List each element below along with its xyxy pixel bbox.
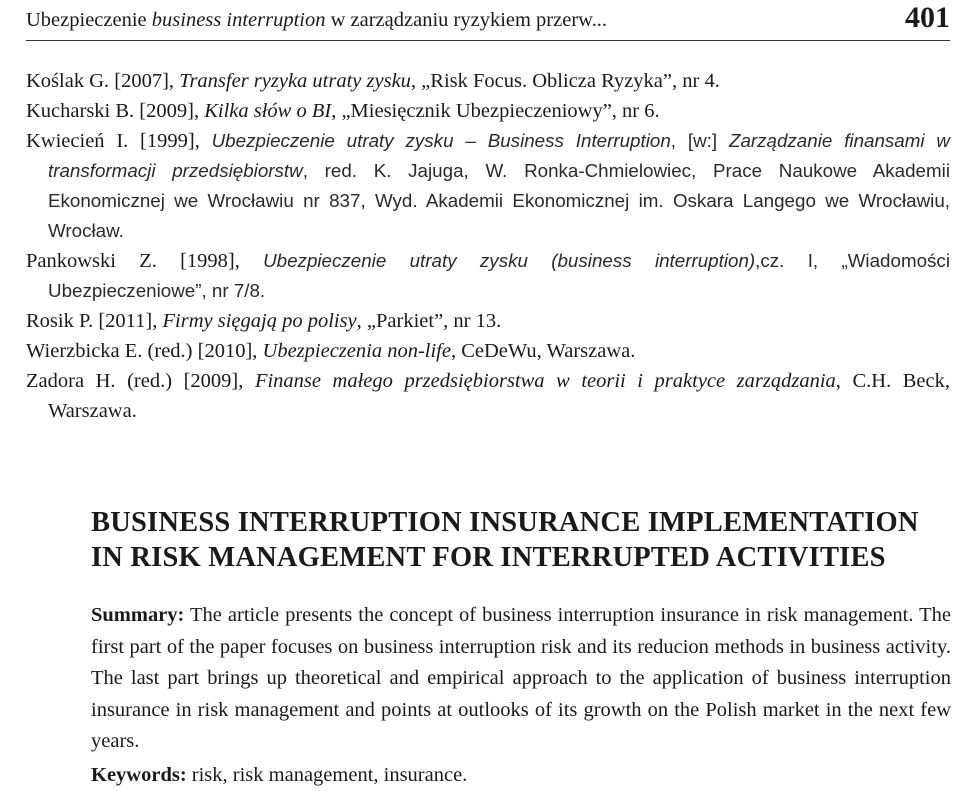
reference-details: , red. K. Jajuga, W. Ronka-Chmielowiec, Prace Naukowe Akademii Ekonomicznej we Wrocławiu nr 837, Wyd. Akademii Ekonomicznej im. Oskara Langego we Wrocławiu, Wrocław. — [48, 160, 950, 241]
keywords-label: Keywords: — [91, 764, 187, 786]
reference-details: , „Risk Focus. Oblicza Ryzyka”, nr 4. — [410, 70, 720, 92]
reference-title: Ubezpieczenie utraty zysku – Business Interruption — [211, 130, 671, 151]
reference-author: Kwiecień I. [1999], — [26, 130, 212, 152]
reference-author: Kucharski B. [2009], — [26, 100, 205, 122]
references-list — [26, 66, 950, 426]
reference-author: Rosik P. [2011], — [26, 310, 163, 332]
summary-label: Summary: — [91, 604, 185, 626]
running-title-italic: business interruption — [151, 8, 326, 31]
running-title-end: w zarządzaniu ryzykiem przerw... — [325, 8, 608, 31]
english-title-line-1: BUSINESS INTERRUPTION INSURANCE IMPLEMENTATION — [91, 507, 919, 538]
reference-details: , CeDeWu, Warszawa. — [450, 340, 636, 362]
reference-title: Finanse małego przedsiębiorstwa w teorii i praktyce zarządzania — [254, 370, 836, 392]
english-title-line-2: IN RISK MANAGEMENT FOR INTERRUPTED ACTIVITIES — [91, 542, 886, 573]
reference-item — [26, 306, 950, 336]
reference-title: Ubezpieczenie utraty zysku (business interruption) — [263, 250, 756, 271]
keywords-line — [91, 760, 951, 790]
reference-item — [26, 126, 950, 246]
reference-title: Firmy sięgają po polisy — [162, 310, 357, 332]
reference-title: Ubezpieczenia non-life — [262, 340, 451, 362]
reference-item — [26, 336, 950, 366]
reference-author: Zadora H. (red.) [2009], — [26, 370, 255, 392]
summary-paragraph — [91, 600, 951, 758]
reference-details: , C.H. Beck, Warszawa. — [48, 370, 950, 422]
reference-in-marker: , [w:] — [670, 130, 729, 151]
reference-item — [26, 366, 950, 426]
page-number: 401 — [905, 1, 950, 34]
reference-details: , „Parkiet”, nr 13. — [356, 310, 502, 332]
running-header — [26, 0, 950, 41]
summary-text: The article presents the concept of business interruption insurance in risk management. The first part of the paper focuses on business interruption risk and its reducion methods in business activity. The last part brings up theoretical and empirical approach to the application of business interruption insurance in risk management and points at outlooks of its growth on the Polish market in the next few years. — [91, 604, 951, 752]
running-title-start: Ubezpieczenie — [26, 8, 152, 31]
reference-author: Pankowski Z. [1998], — [26, 250, 264, 272]
running-title — [26, 10, 607, 41]
reference-author: Koślak G. [2007], — [26, 70, 180, 92]
keywords-text: risk, risk management, insurance. — [186, 764, 468, 786]
reference-item — [26, 66, 950, 96]
reference-title: Kilka słów o BI — [204, 100, 332, 122]
reference-book-title: Zarządzanie finansami w transformacji przedsiębiorstw — [48, 130, 950, 181]
reference-item — [26, 96, 950, 126]
reference-item — [26, 246, 950, 306]
reference-author: Wierzbicka E. (red.) [2010], — [26, 340, 263, 362]
reference-title: Transfer ryzyka utraty zysku — [179, 70, 411, 92]
reference-details: ,cz. I, „Wiadomości Ubezpieczeniowe”, nr 7/8. — [48, 250, 950, 301]
english-article-title — [91, 505, 951, 575]
reference-details: , „Miesięcznik Ubezpieczeniowy”, nr 6. — [331, 100, 660, 122]
